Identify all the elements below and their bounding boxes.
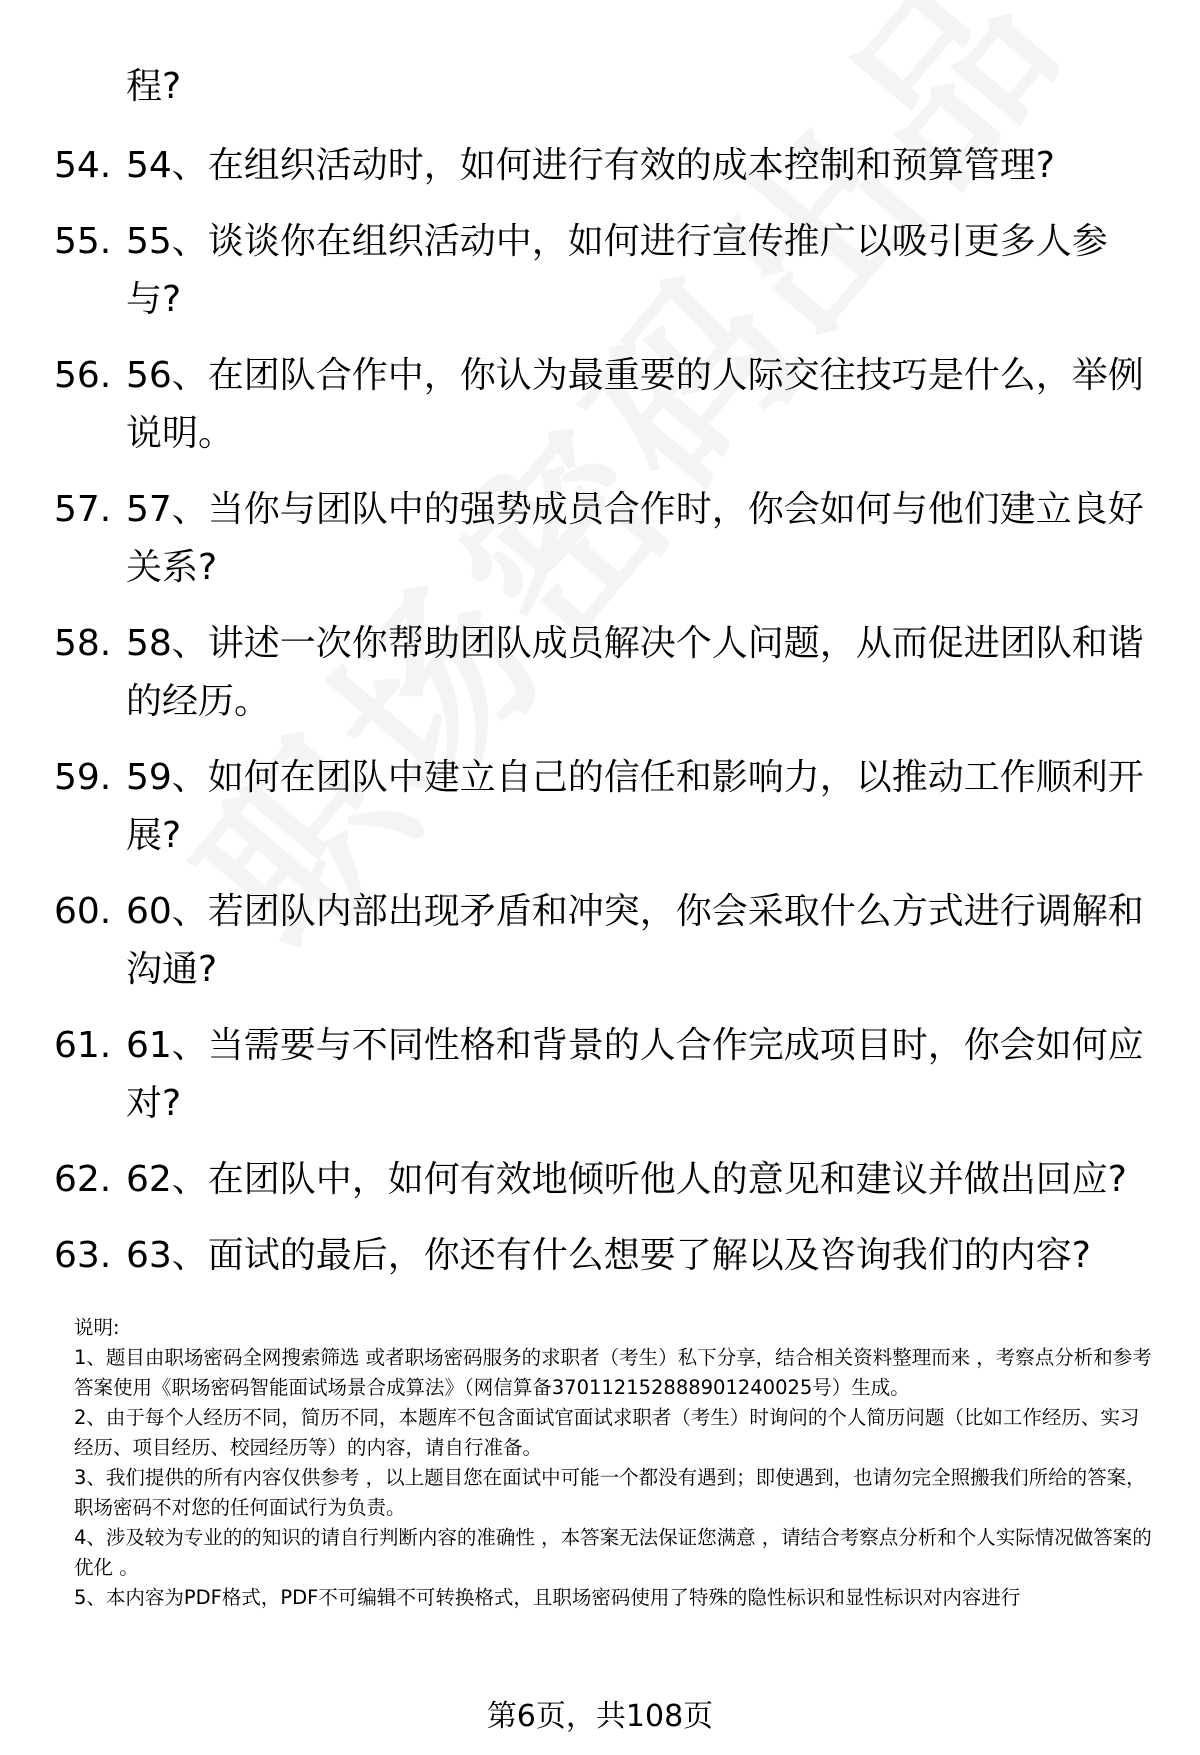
notes-title: 说明: [74,1316,120,1339]
question-number: 60. [54,891,112,932]
note-item: 1、题目由职场密码全网搜索筛选 或者职场密码服务的求职者（考生）私下分享，结合相关资料整理而来 ，考察点分析和参考答案使用《职场密码智能面试场景合成算法》（网信算备370112152888901240025号）生成。 [74,1346,1152,1399]
question-number: 54. [54,145,112,186]
question-text: 54、在组织活动时，如何进行有效的成本控制和预算管理? [126,145,1055,186]
question-number: 63. [54,1235,112,1276]
question-item [0,883,1200,999]
question-text: 60、若团队内部出现矛盾和冲突，你会采取什么方式进行调解和沟通? [126,891,1144,990]
question-number: 59. [54,757,112,798]
question-item [0,347,1200,463]
question-number: 58. [54,623,112,664]
question-number: 62. [54,1159,112,1200]
question-item [0,213,1200,329]
note-item: 4、涉及较为专业的的知识的请自行判断内容的准确性 ，本答案无法保证您满意 ，请结合考察点分析和个人实际情况做答案的优化 。 [74,1526,1152,1579]
question-item [0,1151,1200,1209]
question-number: 61. [54,1025,112,1066]
question-item [0,749,1200,865]
question-item [0,137,1200,195]
note-item: 5、本内容为PDF格式，PDF不可编辑不可转换格式，且职场密码使用了特殊的隐性标识和显性标识对内容进行 [74,1586,1021,1609]
question-text: 62、在团队中，如何有效地倾听他人的意见和建议并做出回应? [126,1159,1127,1200]
question-text: 61、当需要与不同性格和背景的人合作完成项目时，你会如何应对? [126,1025,1144,1124]
question-text: 58、讲述一次你帮助团队成员解决个人问题，从而促进团队和谐的经历。 [126,623,1144,722]
question-text: 56、在团队合作中，你认为最重要的人际交往技巧是什么，举例说明。 [126,355,1144,454]
notes-section [74,1313,1154,1613]
question-number: 57. [54,489,112,530]
question-text: 55、谈谈你在组织活动中，如何进行宣传推广以吸引更多人参与? [126,221,1108,320]
question-text: 59、如何在团队中建立自己的信任和影响力，以推动工作顺利开展? [126,757,1144,856]
question-item [0,615,1200,731]
question-item [0,1227,1200,1285]
question-list [0,137,1200,1303]
question-number: 56. [54,355,112,396]
question-item [0,1017,1200,1133]
question-continuation: 程? [126,66,182,107]
note-item: 3、我们提供的所有内容仅供参考 ，以上题目您在面试中可能一个都没有遇到；即使遇到，也请勿完全照搬我们所给的答案，职场密码不对您的任何面试行为负责。 [74,1466,1146,1519]
question-number: 55. [54,221,112,262]
question-item [0,481,1200,597]
page-number: 第6页，共108页 [486,1699,714,1734]
note-item: 2、由于每个人经历不同，简历不同，本题库不包含面试官面试求职者（考生）时询问的个人简历问题（比如工作经历、实习经历、项目经历、校园经历等）的内容，请自行准备。 [74,1406,1140,1459]
question-text: 57、当你与团队中的强势成员合作时，你会如何与他们建立良好关系? [126,489,1144,588]
question-text: 63、面试的最后，你还有什么想要了解以及咨询我们的内容? [126,1235,1091,1276]
